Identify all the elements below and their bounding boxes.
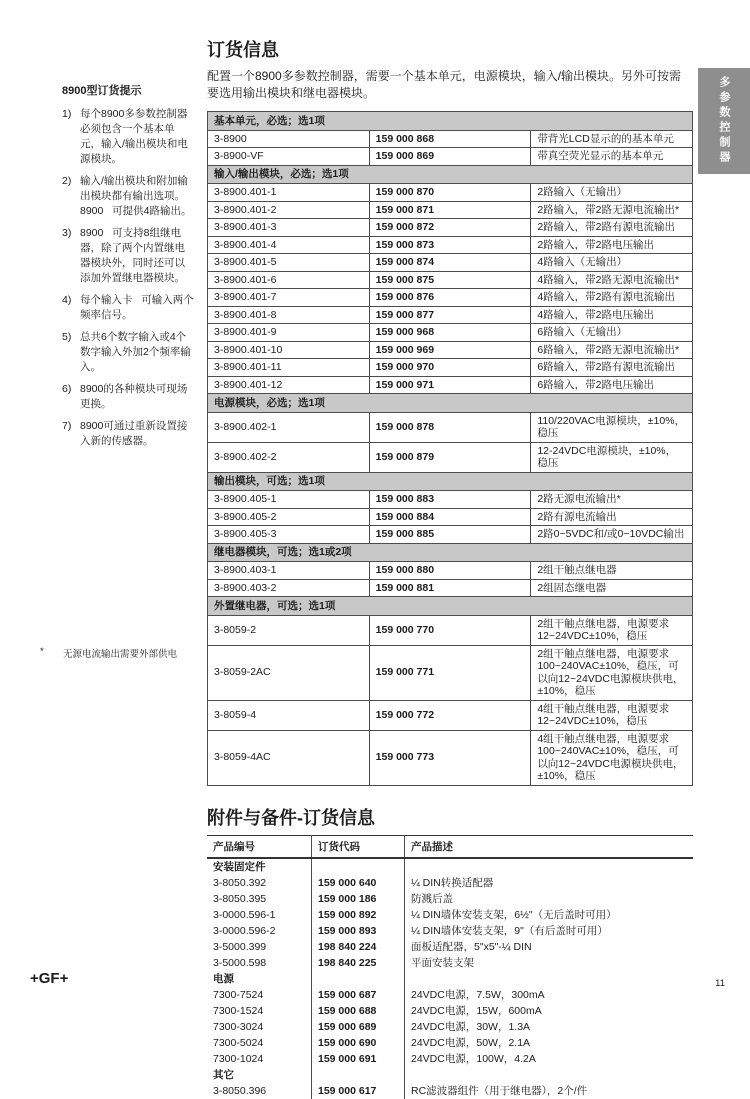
product-code-cell: 7300-5024 xyxy=(207,1035,312,1051)
description-cell: 24VDC电源，100W，4.2A xyxy=(411,1052,536,1065)
description-cell: 平面安装支架 xyxy=(411,956,474,969)
order-code-cell: 159 000 869 xyxy=(369,148,531,166)
note-item xyxy=(62,419,194,449)
note-text: 8900的各种模块可现场更换。 xyxy=(80,383,188,410)
empty-cell xyxy=(405,971,694,987)
note-item xyxy=(62,226,194,286)
accessories-row xyxy=(207,987,693,1003)
product-code-cell: 3-0000.596-2 xyxy=(207,923,312,939)
order-code-cell: 159 000 970 xyxy=(369,359,531,377)
product-code-cell: 7300-7524 xyxy=(207,987,312,1003)
order-code-cell: 159 000 877 xyxy=(369,306,531,324)
note-number: 7) xyxy=(62,420,72,432)
order-code-cell: 159 000 771 xyxy=(369,645,531,700)
ordering-row xyxy=(208,491,693,509)
description-cell: 24VDC电源，7.5W，300mA xyxy=(411,988,545,1001)
order-code-cell: 159 000 690 xyxy=(312,1035,405,1051)
note-number: 4) xyxy=(62,294,72,306)
description-cell: 2组干触点继电器，电源要求100~240VAC±10%，稳压，可以向12~24VDC电源模块供电，±10%，稳压 xyxy=(531,645,693,700)
description-cell: 6路输入，带2路无源电流输出* xyxy=(531,341,693,359)
note-number: 6) xyxy=(62,383,72,395)
ordering-row xyxy=(208,201,693,219)
description-cell: 12-24VDC电源模块，±10%，稳压 xyxy=(531,442,693,472)
ordering-row xyxy=(208,236,693,254)
description-cell: 6路输入，带2路电压输出 xyxy=(531,376,693,394)
accessories-row xyxy=(207,939,693,955)
description-cell: 2路0~5VDC和/或0~10VDC输出 xyxy=(531,526,693,544)
product-code-cell: 3-8900.402-1 xyxy=(208,412,370,442)
ordering-row xyxy=(208,579,693,597)
ordering-row xyxy=(208,148,693,166)
side-tab-label: 多参数控制器 xyxy=(718,76,730,166)
order-code-cell: 159 000 971 xyxy=(369,376,531,394)
order-code-cell: 159 000 186 xyxy=(312,891,405,907)
description-cell: 24VDC电源，50W，2.1A xyxy=(411,1036,531,1049)
side-tab-multiparameter-controller xyxy=(698,68,750,174)
accessories-row xyxy=(207,891,693,907)
order-code-cell: 159 000 687 xyxy=(312,987,405,1003)
ordering-section-row xyxy=(208,165,693,184)
description-cell: 2路输入，带2路有源电流输出 xyxy=(531,219,693,237)
product-code-cell: 3-5000.598 xyxy=(207,955,312,971)
description-cell: 4组干触点继电器，电源要求12~24VDC±10%，稳压 xyxy=(531,700,693,730)
product-code-cell: 3-8900.405-2 xyxy=(208,508,370,526)
empty-cell xyxy=(405,858,694,875)
order-code-cell: 159 000 879 xyxy=(369,442,531,472)
ordering-row xyxy=(208,376,693,394)
description-cell: 2组干触点继电器，电源要求12~24VDC±10%，稳压 xyxy=(531,615,693,645)
ordering-section-header: 输出模块，可选；选1项 xyxy=(208,472,693,491)
group-label-cell: 安装固定件 xyxy=(207,858,312,875)
description-cell: 2路无源电流输出* xyxy=(531,491,693,509)
note-text: 每个输入卡 可输入两个频率信号。 xyxy=(80,294,194,321)
product-code-cell: 3-8059-2 xyxy=(208,615,370,645)
description-cell: RC滤波器组件（用于继电器），2个/件 xyxy=(411,1084,588,1097)
order-code-cell: 159 000 892 xyxy=(312,907,405,923)
description-cell: 24VDC电源，30W，1.3A xyxy=(411,1020,531,1033)
order-code-cell: 159 000 640 xyxy=(312,875,405,891)
footnote xyxy=(40,646,210,660)
order-code-cell: 159 000 884 xyxy=(369,508,531,526)
accessories-row xyxy=(207,1035,693,1051)
description-cell: 24VDC电源，15W，600mA xyxy=(411,1004,542,1017)
ordering-row xyxy=(208,130,693,148)
accessories-row xyxy=(207,1083,693,1099)
product-code-cell: 7300-1524 xyxy=(207,1003,312,1019)
product-code-cell: 3-8050.396 xyxy=(207,1083,312,1099)
accessories-column-header: 产品编号 xyxy=(207,835,312,858)
order-code-cell: 159 000 868 xyxy=(369,130,531,148)
order-code-cell: 159 000 772 xyxy=(369,700,531,730)
order-code-cell: 159 000 874 xyxy=(369,254,531,272)
product-code-cell: 3-8900 xyxy=(208,130,370,148)
accessories-table xyxy=(207,835,693,1099)
order-code-cell: 159 000 617 xyxy=(312,1083,405,1099)
description-cell: 带背光LCD显示的的基本单元 xyxy=(531,130,693,148)
ordering-section-row xyxy=(208,543,693,562)
ordering-row xyxy=(208,271,693,289)
note-number: 3) xyxy=(62,227,72,239)
accessories-row xyxy=(207,1019,693,1035)
ordering-section-row xyxy=(208,394,693,413)
ordering-section-header: 电源模块，必选；选1项 xyxy=(208,394,693,413)
order-code-cell: 159 000 880 xyxy=(369,562,531,580)
note-item xyxy=(62,293,194,323)
ordering-row xyxy=(208,412,693,442)
product-code-cell: 3-8900.405-3 xyxy=(208,526,370,544)
product-code-cell: 3-8050.392 xyxy=(207,875,312,891)
description-cell: 110/220VAC电源模块，±10%，稳压 xyxy=(531,412,693,442)
accessories-row xyxy=(207,1003,693,1019)
description-cell: 2组固态继电器 xyxy=(531,579,693,597)
page-number: 11 xyxy=(715,978,725,989)
accessories-row xyxy=(207,875,693,891)
group-label-cell: 电源 xyxy=(207,971,312,987)
note-text: 8900可通过重新设置接入新的传感器。 xyxy=(80,420,188,447)
product-code-cell: 3-8900-VF xyxy=(208,148,370,166)
description-cell: 4路输入，带2路有源电流输出 xyxy=(531,289,693,307)
ordering-row xyxy=(208,615,693,645)
description-cell: 2路有源电流输出 xyxy=(531,508,693,526)
description-cell: 6路输入，带2路有源电流输出 xyxy=(531,359,693,377)
accessories-group-row xyxy=(207,971,693,987)
footnote-marker: * xyxy=(40,646,44,657)
description-cell: 2路输入，带2路无源电流输出* xyxy=(531,201,693,219)
product-code-cell: 3-8900.401-7 xyxy=(208,289,370,307)
notes-title: 8900型订货提示 xyxy=(62,85,142,97)
order-code-cell: 198 840 224 xyxy=(312,939,405,955)
ordering-row xyxy=(208,442,693,472)
note-number: 1) xyxy=(62,108,72,120)
ordering-table xyxy=(207,111,693,786)
order-code-cell: 159 000 885 xyxy=(369,526,531,544)
product-code-cell: 3-8900.401-11 xyxy=(208,359,370,377)
order-code-cell: 159 000 878 xyxy=(369,412,531,442)
ordering-row xyxy=(208,219,693,237)
main-content xyxy=(207,36,693,1099)
ordering-section-row xyxy=(208,112,693,131)
note-item xyxy=(62,382,194,412)
note-text: 输入/输出模块和附加输出模块都有输出选项。8900 可提供4路输出。 xyxy=(80,175,192,217)
product-code-cell: 3-8900.401-12 xyxy=(208,376,370,394)
note-item xyxy=(62,174,194,219)
product-code-cell: 3-8059-2AC xyxy=(208,645,370,700)
description-cell: 带真空荧光显示的基本单元 xyxy=(531,148,693,166)
ordering-title: 订货信息 xyxy=(207,40,279,60)
empty-cell xyxy=(312,858,405,875)
ordering-section-row xyxy=(208,597,693,616)
product-code-cell: 3-0000.596-1 xyxy=(207,907,312,923)
note-text: 总共6个数字输入或4个数字输入外加2个频率输入。 xyxy=(80,331,191,373)
order-code-cell: 159 000 873 xyxy=(369,236,531,254)
order-code-cell: 159 000 689 xyxy=(312,1019,405,1035)
ordering-row xyxy=(208,730,693,785)
ordering-row xyxy=(208,562,693,580)
description-cell: ¼ DIN转换适配器 xyxy=(411,876,494,889)
product-code-cell: 3-8900.401-9 xyxy=(208,324,370,342)
ordering-section-header: 输入/输出模块，必选；选1项 xyxy=(208,165,693,184)
ordering-row xyxy=(208,324,693,342)
product-code-cell: 3-5000.399 xyxy=(207,939,312,955)
empty-cell xyxy=(312,971,405,987)
product-code-cell: 3-8900.402-2 xyxy=(208,442,370,472)
description-cell: ¼ DIN墙体安装支架，9"（有后盖时可用） xyxy=(411,924,608,937)
note-number: 5) xyxy=(62,331,72,343)
note-item xyxy=(62,330,194,375)
product-code-cell: 7300-1024 xyxy=(207,1051,312,1067)
product-code-cell: 3-8900.401-8 xyxy=(208,306,370,324)
order-code-cell: 159 000 968 xyxy=(369,324,531,342)
product-code-cell: 3-8059-4 xyxy=(208,700,370,730)
order-code-cell: 159 000 870 xyxy=(369,184,531,202)
description-cell: 防溅后盖 xyxy=(411,892,453,905)
order-code-cell: 159 000 871 xyxy=(369,201,531,219)
ordering-row xyxy=(208,184,693,202)
accessories-group-row xyxy=(207,858,693,875)
order-code-cell: 159 000 688 xyxy=(312,1003,405,1019)
ordering-row xyxy=(208,254,693,272)
description-cell: ¼ DIN墙体安装支架，6½"（无后盖时可用） xyxy=(411,908,617,921)
product-code-cell: 3-8900.401-1 xyxy=(208,184,370,202)
ordering-section-header: 继电器模块，可选；选1或2项 xyxy=(208,543,693,562)
accessories-row xyxy=(207,907,693,923)
footnote-text: 无源电流输出需要外部供电 xyxy=(63,649,178,660)
order-code-cell: 159 000 969 xyxy=(369,341,531,359)
ordering-section-header: 外置继电器，可选；选1项 xyxy=(208,597,693,616)
description-cell: 4组干触点继电器，电源要求100~240VAC±10%，稳压，可以向12~24VDC电源模块供电，±10%，稳压 xyxy=(531,730,693,785)
product-code-cell: 3-8900.403-2 xyxy=(208,579,370,597)
gf-logo: +GF+ xyxy=(30,970,69,987)
order-code-cell: 159 000 770 xyxy=(369,615,531,645)
empty-cell xyxy=(312,1067,405,1083)
order-code-cell: 159 000 893 xyxy=(312,923,405,939)
notes-list xyxy=(62,107,194,449)
ordering-row xyxy=(208,700,693,730)
ordering-section-header: 基本单元，必选；选1项 xyxy=(208,112,693,131)
product-code-cell: 3-8900.401-6 xyxy=(208,271,370,289)
product-code-cell: 3-8900.401-10 xyxy=(208,341,370,359)
accessories-header-row xyxy=(207,835,693,858)
description-cell: 4路输入（无输出） xyxy=(531,254,693,272)
ordering-row xyxy=(208,526,693,544)
order-code-cell: 159 000 691 xyxy=(312,1051,405,1067)
description-cell: 面板适配器，5"x5"-¼ DIN xyxy=(411,940,532,953)
note-text: 每个8900多参数控制器必须包含一个基本单元，输入/输出模块和电源模块。 xyxy=(80,108,188,165)
ordering-notes xyxy=(62,82,194,456)
note-text: 8900 可支持8组继电器，除了两个内置继电器模块外，同时还可以添加外置继电器模块。 xyxy=(80,227,185,284)
empty-cell xyxy=(405,1067,694,1083)
ordering-row xyxy=(208,359,693,377)
note-item xyxy=(62,107,194,167)
description-cell: 2组干触点继电器 xyxy=(531,562,693,580)
order-code-cell: 159 000 875 xyxy=(369,271,531,289)
description-cell: 4路输入，带2路无源电流输出* xyxy=(531,271,693,289)
product-code-cell: 3-8900.401-2 xyxy=(208,201,370,219)
group-label-cell: 其它 xyxy=(207,1067,312,1083)
accessories-column-header: 订货代码 xyxy=(312,835,405,858)
ordering-intro: 配置一个8900多参数控制器，需要一个基本单元，电源模块，输入/输出模块。另外可按需要选用输出模块和继电器模块。 xyxy=(207,69,682,100)
description-cell: 2路输入（无输出） xyxy=(531,184,693,202)
ordering-row xyxy=(208,645,693,700)
accessories-column-header: 产品描述 xyxy=(405,835,694,858)
ordering-section-row xyxy=(208,472,693,491)
ordering-row xyxy=(208,508,693,526)
order-code-cell: 159 000 881 xyxy=(369,579,531,597)
product-code-cell: 3-8900.401-3 xyxy=(208,219,370,237)
product-code-cell: 3-8900.405-1 xyxy=(208,491,370,509)
accessories-group-row xyxy=(207,1067,693,1083)
order-code-cell: 198 840 225 xyxy=(312,955,405,971)
order-code-cell: 159 000 773 xyxy=(369,730,531,785)
product-code-cell: 3-8059-4AC xyxy=(208,730,370,785)
product-code-cell: 3-8900.401-5 xyxy=(208,254,370,272)
description-cell: 6路输入（无输出） xyxy=(531,324,693,342)
order-code-cell: 159 000 883 xyxy=(369,491,531,509)
product-code-cell: 3-8900.401-4 xyxy=(208,236,370,254)
product-code-cell: 7300-3024 xyxy=(207,1019,312,1035)
accessories-row xyxy=(207,955,693,971)
ordering-row xyxy=(208,341,693,359)
description-cell: 2路输入，带2路电压输出 xyxy=(531,236,693,254)
order-code-cell: 159 000 872 xyxy=(369,219,531,237)
ordering-row xyxy=(208,289,693,307)
accessories-row xyxy=(207,1051,693,1067)
ordering-row xyxy=(208,306,693,324)
note-number: 2) xyxy=(62,175,72,187)
accessories-title: 附件与备件-订货信息 xyxy=(207,807,375,828)
accessories-row xyxy=(207,923,693,939)
product-code-cell: 3-8050.395 xyxy=(207,891,312,907)
product-code-cell: 3-8900.403-1 xyxy=(208,562,370,580)
order-code-cell: 159 000 876 xyxy=(369,289,531,307)
description-cell: 4路输入，带2路电压输出 xyxy=(531,306,693,324)
